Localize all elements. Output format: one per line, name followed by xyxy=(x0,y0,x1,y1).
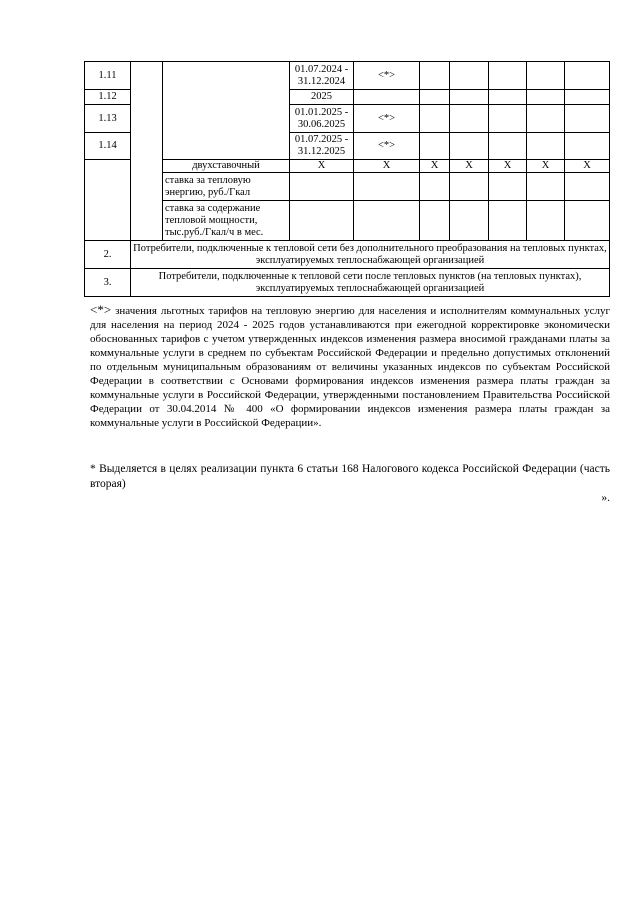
footnote-mark: <*> xyxy=(90,302,112,317)
empty-number-cell xyxy=(85,160,131,241)
table-row xyxy=(85,201,610,241)
footnote-mark xyxy=(354,90,420,105)
footnote-mark: <*> xyxy=(354,133,420,160)
row-number: 1.13 xyxy=(85,105,131,133)
row-number: 1.14 xyxy=(85,133,131,160)
tariff-table xyxy=(84,61,610,297)
merged-cell xyxy=(163,62,290,160)
x-mark: X xyxy=(450,160,489,173)
x-mark: X xyxy=(420,160,450,173)
row-number: 3. xyxy=(85,269,131,297)
consumer-category: Потребители, подключенные к тепловой сети после тепловых пунктов (на тепловых пунктах), эксплуатируемых теплоснабжающей организацией xyxy=(131,269,610,297)
period-cell: 01.01.2025 - 30.06.2025 xyxy=(290,105,354,133)
energy-rate-label: ставка за тепловую энергию, руб./Гкал xyxy=(163,173,290,201)
x-mark: X xyxy=(354,160,420,173)
x-mark: X xyxy=(290,160,354,173)
table-row xyxy=(85,173,610,201)
period-cell: 2025 xyxy=(290,90,354,105)
consumer-category: Потребители, подключенные к тепловой сети без дополнительного преобразования на тепловых пунктах, эксплуатируемых теплоснабжающей организацией xyxy=(131,241,610,269)
row-number: 1.11 xyxy=(85,62,131,90)
x-mark: X xyxy=(489,160,527,173)
capacity-rate-label: ставка за содержание тепловой мощности, тыс.руб./Гкал/ч в мес. xyxy=(163,201,290,241)
period-cell: 01.07.2024 - 31.12.2024 xyxy=(290,62,354,90)
table-row xyxy=(85,160,610,173)
row-number: 1.12 xyxy=(85,90,131,105)
tax-note: * Выделяется в целях реализации пункта 6 статьи 168 Налогового кодекса Российской Федерации (часть вторая) xyxy=(90,463,610,490)
merged-cell xyxy=(131,62,163,241)
footnote-text: значения льготных тарифов на тепловую энергию для населения и исполнителям коммунальных услуг для населения на период 2024 - 2025 годов устанавливаются при ежегодной корректировке экономически обоснованных тарифов с учетом утвержденных индексов изменения размера вносимой гражданами платы за коммунальные услуги в среднем по субъектам Российской Федерации и предельно допустимых отклонений по отдельным муниципальным образованиям от величины указанных индексов по субъектам Российской Федерации в соответствии с Основами формирования индексов изменения размера платы граждан за коммунальные услуги в Российской Федерации, утвержденными постановлением Правительства Российской Федерации от 30.04.2014 № 400 «О формировании индексов изменения размера платы граждан за коммунальные услуги в Российской Федерации». xyxy=(90,305,610,429)
table-row xyxy=(85,269,610,297)
row-number: 2. xyxy=(85,241,131,269)
footnote-mark: <*> xyxy=(354,105,420,133)
two-part-label: двухставочный xyxy=(163,160,290,173)
footnote-mark: <*> xyxy=(354,62,420,90)
x-mark: X xyxy=(527,160,565,173)
period-cell: 01.07.2025 - 31.12.2025 xyxy=(290,133,354,160)
table-row xyxy=(85,241,610,269)
closing-quote: ». xyxy=(601,492,610,504)
table-row xyxy=(85,62,610,90)
x-mark: X xyxy=(565,160,610,173)
footnote-paragraph xyxy=(90,303,610,430)
tariff-sheet xyxy=(84,61,610,297)
